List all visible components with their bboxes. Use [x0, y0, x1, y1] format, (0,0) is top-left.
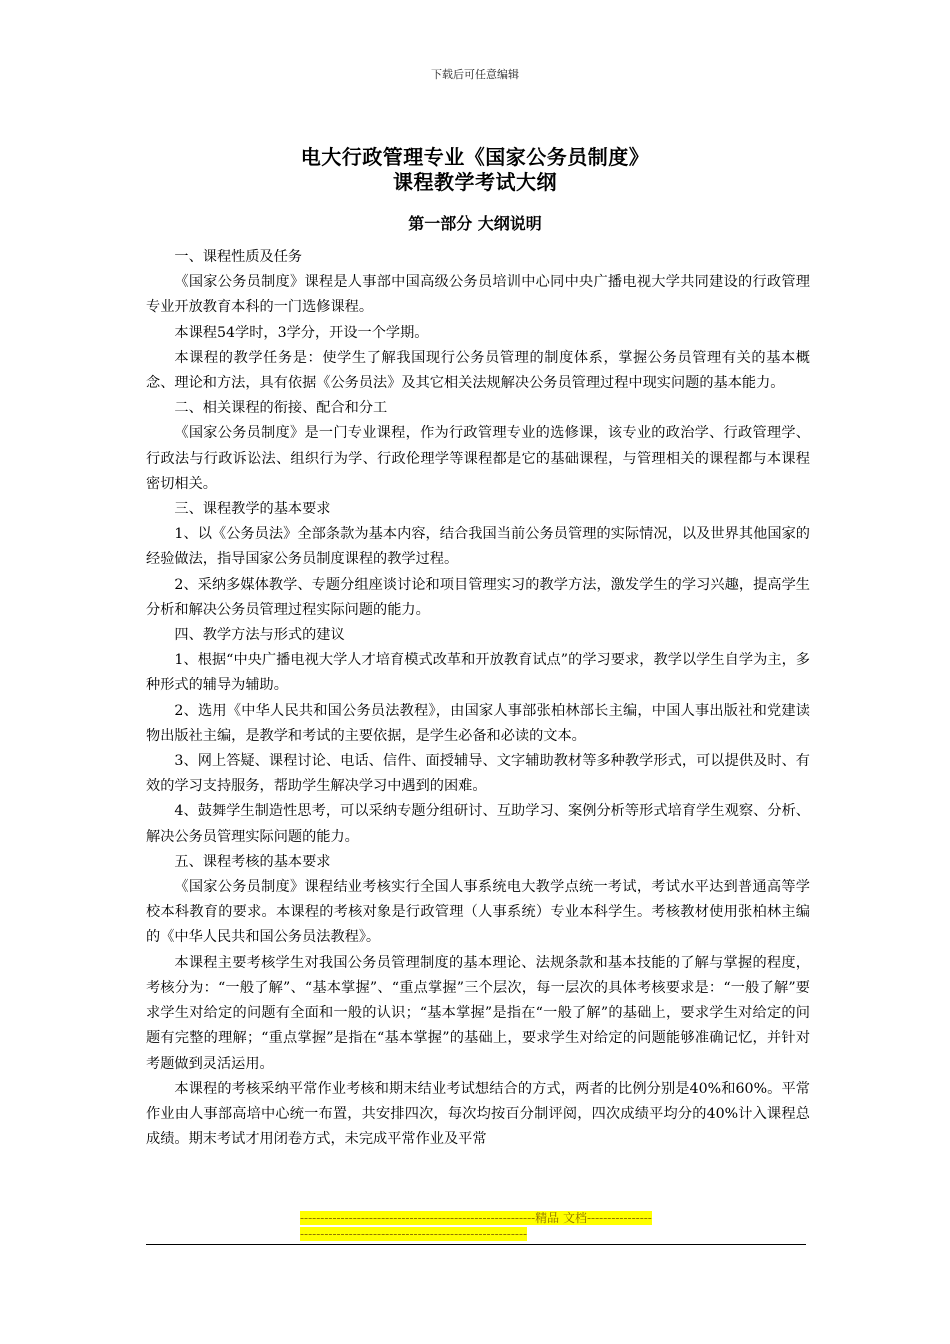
- document-title-line-1: 电大行政管理专业《国家公务员制度》: [300, 145, 650, 169]
- section-heading-1: 一、课程性质及任务: [174, 249, 303, 265]
- paragraph: 《国家公务员制度》是一门专业课程，作为行政管理专业的选修课，该专业的政治学、行政管理学、行政法与行政诉讼法、组织行为学、行政伦理学等课程都是它的基础课程，与管理相关的课程都与本课程密切相关。: [146, 425, 810, 492]
- paragraph: 1、以《公务员法》全部条款为基本内容，结合我国当前公务员管理的实际情况，以及世界其他国家的经验做法，指导国家公务员制度课程的教学过程。: [146, 526, 810, 568]
- part-title: 第一部分 大纲说明: [408, 214, 542, 233]
- paragraph: 本课程的教学任务是：使学生了解我国现行公务员管理的制度体系，掌握公务员管理有关的基本概念、理论和方法，具有依据《公务员法》及其它相关法规解决公务员管理过程中现实问题的基本能力。: [146, 349, 810, 392]
- paragraph: 2、选用《中华人民共和国公务员法教程》，由国家人事部张柏林部长主编，中国人事出版社和党建读物出版社主编，是教学和考试的主要依据，是学生必备和必读的文本。: [146, 702, 810, 744]
- paragraph: 《国家公务员制度》课程结业考核实行全国人事系统电大教学点统一考试，考试水平达到普通高等学校本科教育的要求。本课程的考核对象是行政管理（人事系统）专业本科学生。考核教材使用张柏林主编的《中华人民共和国公务员法教程》。: [146, 879, 810, 946]
- section-heading-3: 三、课程教学的基本要求: [174, 501, 331, 518]
- paragraph: 本课程54学时，3学分，开设一个学期。: [174, 324, 429, 341]
- paragraph: 1、根据“中央广播电视大学人才培育模式改革和开放教育试点”的学习要求，教学以学生自学为主，多种形式的辅导为辅助。: [146, 652, 810, 694]
- paragraph: 本课程的考核采纳平常作业考核和期末结业考试想结合的方式，两者的比例分别是40%和60%。平常作业由人事部高培中心统一布置，共安排四次，每次均按百分制评阅，四次成绩平均分的40%计入课程总成绩。期末考试才用闭卷方式，未完成平常作业及平常: [146, 1080, 810, 1148]
- document-title-line-2: 课程教学考试大纲: [393, 170, 557, 194]
- section-heading-5: 五、课程考核的基本要求: [174, 853, 331, 870]
- header-note: 下载后可任意编辑: [431, 68, 519, 81]
- footer-watermark: [300, 1210, 652, 1242]
- paragraph: 4、鼓舞学生制造性思考，可以采纳专题分组研讨、互助学习、案例分析等形式培育学生观察、分析、解决公务员管理实际问题的能力。: [146, 803, 810, 845]
- paragraph: 3、网上答疑、课程讨论、电话、信件、面授辅导、文字辅助教材等多种教学形式，可以提供及时、有效的学习支持服务，帮助学生解决学习中遇到的困难。: [146, 753, 810, 795]
- footer-text: ----------------------------------------------------------精品 文档------------------------------------------------------------------------: [300, 1211, 652, 1241]
- paragraph: 2、采纳多媒体教学、专题分组座谈讨论和项目管理实习的教学方法，激发学生的学习兴趣，提高学生分析和解决公务员管理过程实际问题的能力。: [146, 576, 810, 618]
- body-text: [146, 245, 810, 1152]
- section-heading-2: 二、相关课程的衔接、配合和分工: [174, 400, 388, 417]
- footer-rule: [146, 1244, 806, 1245]
- paragraph: 《国家公务员制度》课程是人事部中国高级公务员培训中心同中央广播电视大学共同建设的行政管理专业开放教育本科的一门选修课程。: [146, 274, 810, 316]
- section-heading-4: 四、教学方法与形式的建议: [174, 627, 345, 644]
- paragraph: 本课程主要考核学生对我国公务员管理制度的基本理论、法规条款和基本技能的了解与掌握的程度，考核分为：“一般了解”、“基本掌握”、“重点掌握”三个层次，每一层次的具体考核要求是：“一般了解”要求学生对给定的问题有全面和一般的认识；“基本掌握”是指在“一般了解”的基础上，要求学生对给定的问题有完整的理解；“重点掌握”是指在“基本掌握”的基础上，要求学生对给定的问题能够准确记忆，并针对考题做到灵活运用。: [146, 954, 811, 1072]
